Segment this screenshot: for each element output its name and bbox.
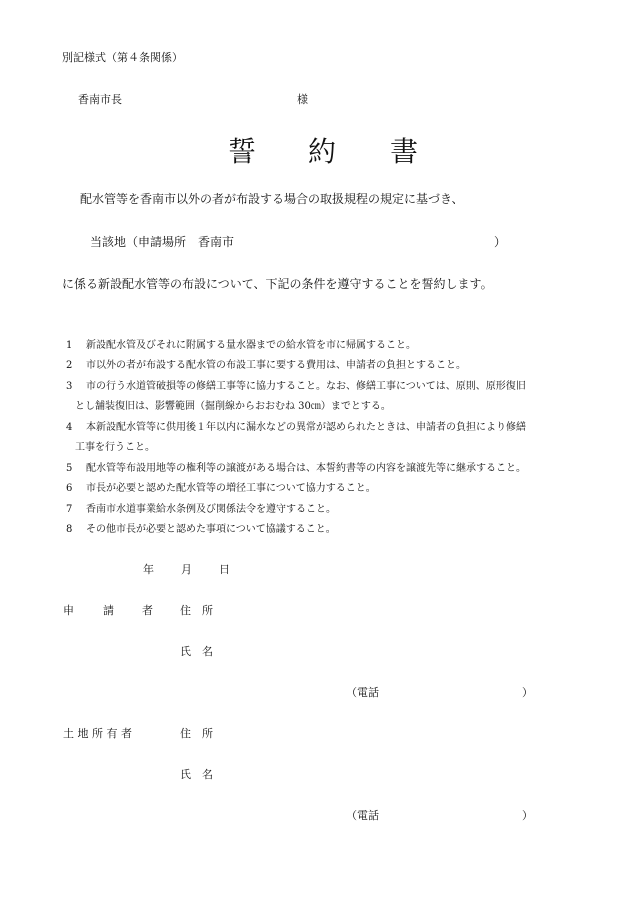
addressee-honorific: 様 [297,93,308,106]
applicant-name-label: 氏 名 [180,645,213,658]
landowner-phone-close: ） [522,809,533,822]
landowner-label: 土 地 所 有 者 [63,727,132,740]
condition-item: 7 香南市水道事業給水条例及び関係法令を遵守すること。 [66,504,336,515]
date-year-label: 年 [143,563,154,576]
landowner-address-label: 住 所 [180,727,213,740]
condition-item: 2 市以外の者が布設する配水管の布設工事に要する費用は、申請者の負担とすること。 [66,360,466,371]
location-close: ） [494,235,507,249]
intro-line-1: 配水管等を香南市以外の者が布設する場合の取扱規程の規定に基づき、 [80,192,464,206]
form-label: 別記様式（第４条関係） [62,51,183,64]
applicant-label-char-2: 請 [103,604,114,617]
condition-item: 8 その他市長が必要と認めた事項について協議すること。 [66,524,336,535]
title-char-1: 誓 [228,135,257,168]
condition-item: 1 新設配水管及びそれに附属する量水器までの給水管を市に帰属すること。 [66,340,416,351]
date-day-label: 日 [219,563,230,576]
date-month-label: 月 [181,563,192,576]
condition-item-continuation: とし舗装復旧は、影響範囲（掘削線からおおむね 30㎝）までとする。 [75,401,391,412]
addressee: 香南市長 [78,93,122,106]
condition-item: 4 本新設配水管等に供用後１年以内に漏水などの異常が認められたときは、申請者の負担により修繕 [66,422,526,433]
title-char-2: 約 [308,135,337,168]
applicant-phone-close: ） [522,686,533,699]
condition-item-continuation: 工事を行うこと。 [75,442,155,453]
location-label: 当該地（申請場所 香南市 [90,235,235,249]
title-char-3: 書 [390,135,419,168]
landowner-name-label: 氏 名 [180,768,213,781]
intro-line-2: に係る新設配水管等の布設について、下記の条件を遵守することを誓約します。 [62,277,493,291]
applicant-label-char-3: 者 [142,604,153,617]
applicant-phone-label: （電話 [346,686,379,699]
condition-item: 6 市長が必要と認めた配水管等の増径工事について協力すること。 [66,483,376,494]
applicant-label-char-1: 申 [63,604,74,617]
landowner-phone-label: （電話 [346,809,379,822]
condition-item: 5 配水管等布設用地等の権利等の譲渡がある場合は、本誓約書等の内容を譲渡先等に継承すること。 [66,463,526,474]
applicant-address-label: 住 所 [180,604,213,617]
condition-item: 3 市の行う水道管破損等の修繕工事等に協力すること。なお、修繕工事については、原則、原形復旧 [66,381,526,392]
